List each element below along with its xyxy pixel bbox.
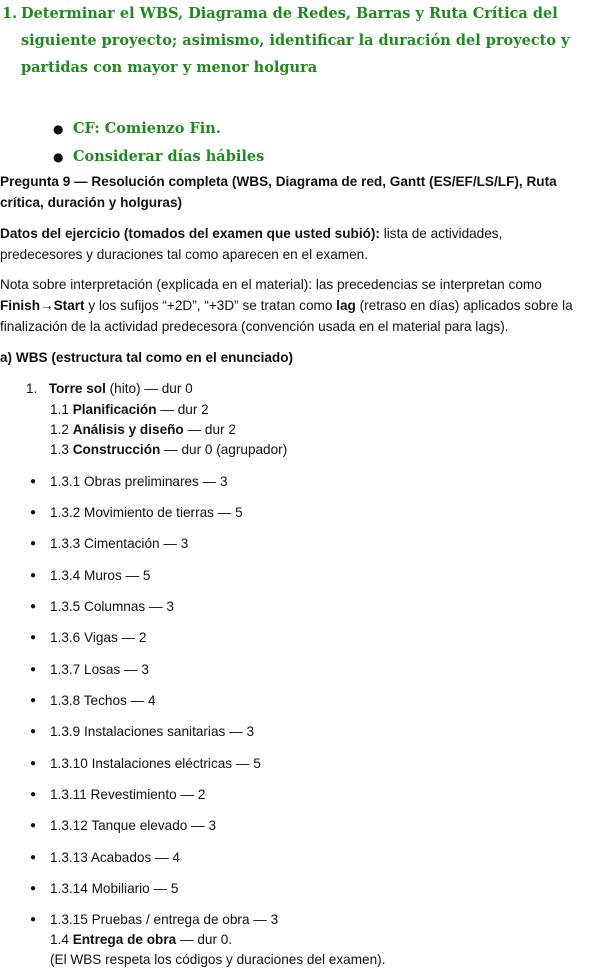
question-number: 1. bbox=[2, 5, 18, 22]
bullet-icon: ● bbox=[30, 883, 37, 894]
wbs-item-1-4: 1.4 Entrega de obra — dur 0. bbox=[50, 932, 233, 947]
bullet-icon: ● bbox=[30, 632, 37, 643]
wbs-heading: a) WBS (estructura tal como en el enunciado) bbox=[0, 350, 294, 365]
bullet-icon: ● bbox=[30, 789, 37, 800]
bullet-icon: ● bbox=[30, 820, 37, 831]
bullet-icon: ● bbox=[30, 601, 37, 612]
bullet-icon: ● bbox=[30, 476, 37, 487]
answer-title: Pregunta 9 — Resolución completa (WBS, Diagrama de red, Gantt (ES/EF/LS/LF), Ruta crítica, duración y holguras) bbox=[0, 174, 557, 210]
wbs-root: 1. Torre sol (hito) — dur 0 bbox=[26, 381, 193, 396]
bullet-icon: ● bbox=[30, 507, 37, 518]
interpretation-note: Nota sobre interpretación (explicada en el material): las precedencias se interpretan como Finish→Start y los sufijos “+2D”, “+3D” se tratan como lag (retraso en días) aplicados sobre la finalización de la actividad predecesora (convención usada en el material para lags). bbox=[0, 277, 573, 334]
bullet-icon: ● bbox=[30, 538, 37, 549]
bullet-icon: ● bbox=[53, 122, 64, 136]
bullet-icon: ● bbox=[30, 664, 37, 675]
bullet-icon: ● bbox=[30, 758, 37, 769]
bullet-icon: ● bbox=[30, 695, 37, 706]
bullet-icon: ● bbox=[53, 150, 64, 164]
question-text: Determinar el WBS, Diagrama de Redes, Barras y Ruta Crítica del siguiente proyecto; asimismo, identificar la duración del proyecto y partidas con mayor y menor holgura bbox=[21, 5, 570, 76]
wbs-item-1-2: 1.2 Análisis y diseño — dur 2 bbox=[50, 422, 236, 437]
bullet-icon: ● bbox=[30, 726, 37, 737]
wbs-footer-note: (El WBS respeta los códigos y duraciones del examen). bbox=[50, 952, 386, 967]
bullet-icon: ● bbox=[30, 570, 37, 581]
wbs-item-1-3: 1.3 Construcción — dur 0 (agrupador) bbox=[50, 442, 288, 457]
data-paragraph: Datos del ejercicio (tomados del examen que usted subió): lista de actividades, predecesores y duraciones tal como aparecen en el examen. bbox=[0, 226, 503, 262]
bullet-icon: ● bbox=[30, 852, 37, 863]
wbs-item-1-1: 1.1 Planificación — dur 2 bbox=[50, 402, 209, 417]
bullet-icon: ● bbox=[30, 914, 37, 925]
